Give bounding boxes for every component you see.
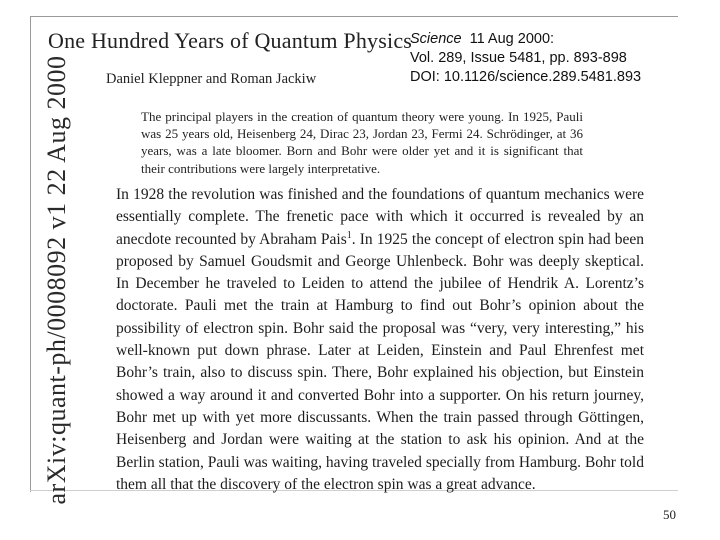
- abstract: [141, 108, 583, 177]
- body-text-after-ref: . In 1925 the concept of electron spin had been proposed by Samuel Goudsmit and George Uhlenbeck. Bohr was deeply skeptical. In December he traveled to Leiden to attend the jubilee of Hendrik A. Lorentz’s doctorate. Pauli met the train at Hamburg to find out Bohr’s opinion about the possibility of electron spin. Bohr said the proposal was “very, very interesting,” his well-known put down phrase. Later at Leiden, Einstein and Paul Ehrenfest met Bohr’s train, also to discuss spin. There, Bohr explained his objection, but Einstein showed a way around it and converted Bohr into a supporter. On his return journey, Bohr met up with yet more discussants. When the train passed through Göttingen, Heisenberg and Jordan were waiting at the station to ask his opinion. And at the Berlin station, Pauli was waiting, having traveled specially from Hamburg. Bohr told them all that the discovery of the electron spin was a great advance.: [116, 230, 644, 493]
- frame-top-rule: [30, 16, 678, 17]
- citation-volume: Vol. 289, Issue 5481, pp. 893-898: [410, 50, 627, 66]
- body-text-before-ref: In 1928 the revolution was finished and the foundations of quantum mechanics were essentially complete. The frenetic pace with which it occurred is revealed by an anecdote recounted by Abraham Pais: [116, 186, 644, 248]
- footnote-ref: 1: [346, 229, 352, 241]
- frame-left-rule: [30, 16, 31, 492]
- paper-title: One Hundred Years of Quantum Physics: [48, 28, 413, 53]
- citation-block: [410, 30, 641, 87]
- citation-date: 11 Aug 2000:: [469, 31, 555, 47]
- paper-authors: Daniel Kleppner and Roman Jackiw: [106, 71, 317, 87]
- page-number: 50: [663, 507, 676, 522]
- abstract-text: The principal players in the creation of quantum theory were young. In 1925, Pauli was 25 years old, Heisenberg 24, Dirac 23, Jordan 23, Fermi 24. Schrödinger, at 36 years, was a late bloomer. Born and Bohr were older yet and it is significant that their contributions were largely interpretative.: [141, 109, 583, 176]
- citation-line-1: [410, 30, 641, 49]
- body-paragraph: [116, 184, 644, 496]
- citation-doi: DOI: 10.1126/science.289.5481.893: [410, 69, 642, 85]
- citation-journal: Science: [410, 31, 462, 47]
- arxiv-stamp: arXiv:quant-ph/0008092 v1 22 Aug 2000: [42, 55, 71, 505]
